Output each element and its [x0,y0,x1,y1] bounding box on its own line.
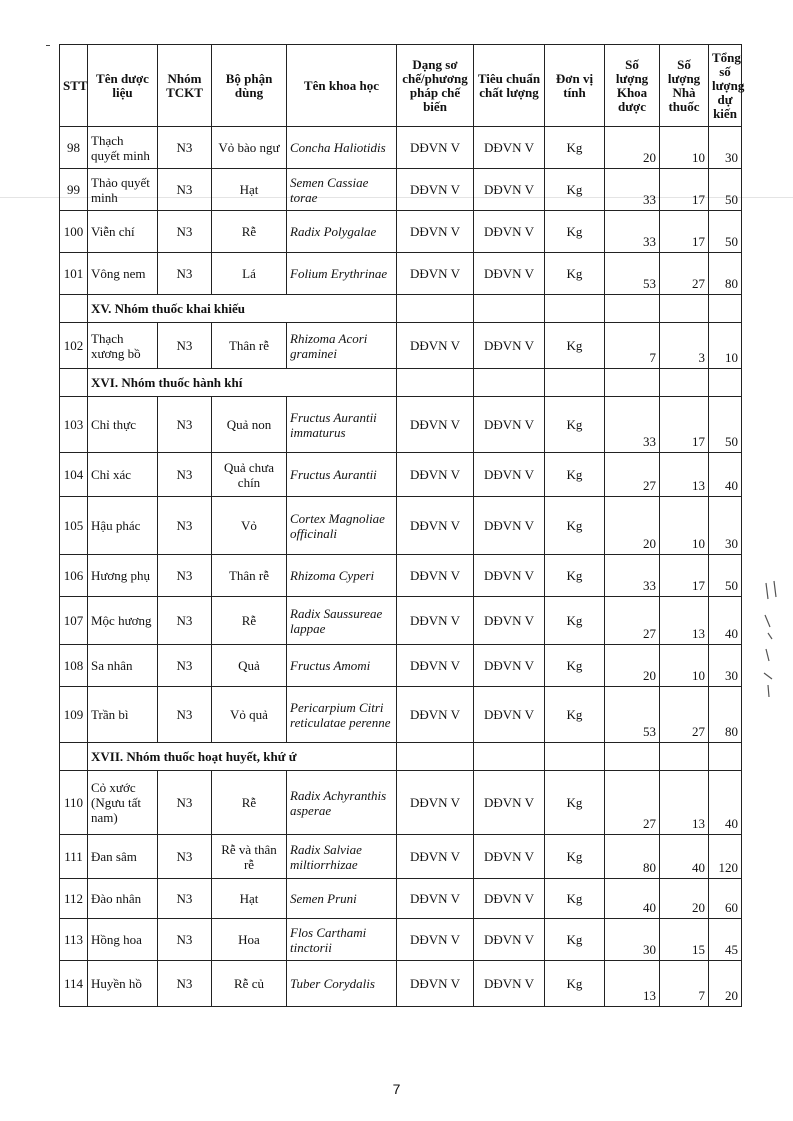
cell-unit: Kg [545,771,605,835]
cell-name: Viễn chí [88,211,158,253]
cell-group: N3 [158,555,212,597]
cell-part: Rễ và thân rễ [212,835,287,879]
table-row [60,645,742,687]
cell-nha: 10 [660,497,709,555]
table-row [60,127,742,169]
cell-std: DĐVN V [474,397,545,453]
page-number: 7 [392,1081,401,1097]
cell-part: Lá [212,253,287,295]
cell-form: DĐVN V [397,253,474,295]
cell-khoa: 80 [605,835,660,879]
cell-khoa: 27 [605,453,660,497]
cell-name: Đan sâm [88,835,158,879]
table-row [60,211,742,253]
cell-nha: 17 [660,211,709,253]
header-cell: Tiêu chuẩn chất lượng [474,45,545,127]
margin-pen-marks [760,575,790,715]
cell-unit: Kg [545,497,605,555]
section-empty-cell [545,743,605,771]
cell-group: N3 [158,835,212,879]
cell-stt: 98 [60,127,88,169]
cell-total: 80 [709,253,742,295]
section-empty-cell [660,295,709,323]
cell-std: DĐVN V [474,497,545,555]
cell-stt: 102 [60,323,88,369]
cell-unit: Kg [545,919,605,961]
cell-khoa: 27 [605,771,660,835]
cell-unit: Kg [545,127,605,169]
table-row [60,771,742,835]
cell-std: DĐVN V [474,323,545,369]
drug-table [59,44,745,1007]
cell-std: DĐVN V [474,169,545,211]
cell-total: 50 [709,211,742,253]
section-title: XV. Nhóm thuốc khai khiếu [88,295,397,323]
cell-total: 40 [709,771,742,835]
cell-sci: Fructus Aurantii immaturus [287,397,397,453]
cell-sci: Fructus Aurantii [287,453,397,497]
table-row [60,687,742,743]
cell-sci: Concha Haliotidis [287,127,397,169]
cell-total: 50 [709,169,742,211]
cell-part: Quả [212,645,287,687]
cell-name: Chỉ thực [88,397,158,453]
cell-group: N3 [158,961,212,1007]
cell-nha: 13 [660,597,709,645]
cell-part: Rễ [212,597,287,645]
cell-name: Thảo quyết minh [88,169,158,211]
header-cell: Tên dược liệu [88,45,158,127]
table-row [60,169,742,211]
cell-sci: Radix Salviae miltiorrhizae [287,835,397,879]
table-header-row [60,45,742,127]
cell-name: Thạch xương bồ [88,323,158,369]
cell-part: Hạt [212,879,287,919]
cell-nha: 20 [660,879,709,919]
cell-nha: 13 [660,453,709,497]
cell-unit: Kg [545,453,605,497]
header-cell: Dạng sơ chế/phương pháp chế biến [397,45,474,127]
cell-sci: Folium Erythrinae [287,253,397,295]
cell-unit: Kg [545,323,605,369]
cell-group: N3 [158,497,212,555]
table-row [60,397,742,453]
cell-total: 120 [709,835,742,879]
cell-std: DĐVN V [474,211,545,253]
cell-khoa: 13 [605,961,660,1007]
cell-total: 30 [709,497,742,555]
cell-group: N3 [158,645,212,687]
cell-form: DĐVN V [397,597,474,645]
cell-nha: 27 [660,253,709,295]
cell-khoa: 33 [605,555,660,597]
cell-total: 80 [709,687,742,743]
cell-stt: 108 [60,645,88,687]
cell-unit: Kg [545,253,605,295]
cell-std: DĐVN V [474,771,545,835]
cell-sci: Radix Saussureae lappae [287,597,397,645]
section-empty-cell [660,369,709,397]
cell-unit: Kg [545,687,605,743]
section-empty-cell [474,295,545,323]
section-empty-cell [709,743,742,771]
cell-group: N3 [158,397,212,453]
cell-group: N3 [158,687,212,743]
cell-khoa: 33 [605,169,660,211]
cell-sci: Pericarpium Citri reticulatae perenne [287,687,397,743]
cell-form: DĐVN V [397,961,474,1007]
cell-stt: 101 [60,253,88,295]
section-empty-cell [545,369,605,397]
cell-khoa: 53 [605,687,660,743]
cell-form: DĐVN V [397,127,474,169]
section-row [60,295,742,323]
section-empty-cell [474,369,545,397]
section-empty-cell [709,369,742,397]
cell-std: DĐVN V [474,453,545,497]
header-cell: Bộ phận dùng [212,45,287,127]
section-title: XVI. Nhóm thuốc hành khí [88,369,397,397]
cell-part: Hoa [212,919,287,961]
table-row [60,497,742,555]
cell-unit: Kg [545,961,605,1007]
header-cell: Số lượng Khoa dược [605,45,660,127]
cell-sci: Semen Cassiae torae [287,169,397,211]
cell-part: Thân rễ [212,323,287,369]
table-body [60,127,742,1007]
cell-sci: Semen Pruni [287,879,397,919]
cell-std: DĐVN V [474,555,545,597]
cell-nha: 27 [660,687,709,743]
cell-group: N3 [158,253,212,295]
cell-stt: 114 [60,961,88,1007]
cell-name: Trần bì [88,687,158,743]
table-row [60,253,742,295]
cell-khoa: 33 [605,397,660,453]
cell-nha: 15 [660,919,709,961]
cell-total: 40 [709,597,742,645]
cell-name: Hồng hoa [88,919,158,961]
cell-nha: 17 [660,555,709,597]
cell-std: DĐVN V [474,645,545,687]
cell-total: 50 [709,397,742,453]
cell-total: 10 [709,323,742,369]
section-empty-cell [397,369,474,397]
cell-stt: 113 [60,919,88,961]
cell-part: Rễ [212,771,287,835]
section-empty-cell [605,743,660,771]
cell-name: Huyền hồ [88,961,158,1007]
header-cell: Đơn vị tính [545,45,605,127]
cell-khoa: 20 [605,645,660,687]
header-cell: STT [60,45,88,127]
cell-form: DĐVN V [397,453,474,497]
cell-form: DĐVN V [397,211,474,253]
cell-stt: 110 [60,771,88,835]
cell-stt: 109 [60,687,88,743]
cell-stt: 104 [60,453,88,497]
section-stt-cell [60,743,88,771]
section-empty-cell [709,295,742,323]
margin-tick [46,45,50,46]
table-row [60,555,742,597]
cell-total: 20 [709,961,742,1007]
cell-total: 30 [709,127,742,169]
cell-std: DĐVN V [474,961,545,1007]
cell-total: 45 [709,919,742,961]
cell-std: DĐVN V [474,919,545,961]
cell-name: Hậu phác [88,497,158,555]
cell-khoa: 33 [605,211,660,253]
cell-nha: 13 [660,771,709,835]
cell-part: Vỏ [212,497,287,555]
cell-name: Mộc hương [88,597,158,645]
cell-nha: 3 [660,323,709,369]
cell-form: DĐVN V [397,879,474,919]
cell-std: DĐVN V [474,597,545,645]
cell-part: Thân rễ [212,555,287,597]
cell-unit: Kg [545,597,605,645]
cell-sci: Rhizoma Cyperi [287,555,397,597]
cell-sci: Radix Achyranthis asperae [287,771,397,835]
cell-total: 60 [709,879,742,919]
cell-form: DĐVN V [397,919,474,961]
cell-name: Hương phụ [88,555,158,597]
section-empty-cell [397,295,474,323]
cell-khoa: 53 [605,253,660,295]
table-row [60,597,742,645]
section-empty-cell [660,743,709,771]
cell-unit: Kg [545,645,605,687]
cell-group: N3 [158,919,212,961]
cell-group: N3 [158,597,212,645]
cell-group: N3 [158,169,212,211]
cell-stt: 100 [60,211,88,253]
cell-unit: Kg [545,555,605,597]
cell-std: DĐVN V [474,253,545,295]
cell-form: DĐVN V [397,687,474,743]
cell-nha: 17 [660,169,709,211]
cell-part: Rễ [212,211,287,253]
section-stt-cell [60,369,88,397]
cell-total: 50 [709,555,742,597]
cell-nha: 7 [660,961,709,1007]
table-row [60,879,742,919]
cell-stt: 111 [60,835,88,879]
cell-form: DĐVN V [397,771,474,835]
header-cell: Số lượng Nhà thuốc [660,45,709,127]
cell-name: Chỉ xác [88,453,158,497]
cell-stt: 112 [60,879,88,919]
cell-std: DĐVN V [474,879,545,919]
cell-unit: Kg [545,169,605,211]
cell-part: Quả non [212,397,287,453]
cell-name: Sa nhân [88,645,158,687]
cell-nha: 10 [660,127,709,169]
cell-std: DĐVN V [474,835,545,879]
cell-name: Đào nhân [88,879,158,919]
section-title: XVII. Nhóm thuốc hoạt huyết, khứ ứ [88,743,397,771]
table-row [60,323,742,369]
cell-khoa: 20 [605,127,660,169]
cell-stt: 105 [60,497,88,555]
cell-sci: Tuber Corydalis [287,961,397,1007]
cell-form: DĐVN V [397,397,474,453]
cell-unit: Kg [545,397,605,453]
cell-khoa: 40 [605,879,660,919]
cell-part: Vỏ quả [212,687,287,743]
cell-total: 40 [709,453,742,497]
section-empty-cell [605,295,660,323]
cell-nha: 17 [660,397,709,453]
cell-form: DĐVN V [397,645,474,687]
cell-group: N3 [158,127,212,169]
cell-form: DĐVN V [397,555,474,597]
cell-stt: 103 [60,397,88,453]
cell-part: Hạt [212,169,287,211]
cell-unit: Kg [545,835,605,879]
cell-part: Rễ củ [212,961,287,1007]
cell-khoa: 20 [605,497,660,555]
cell-total: 30 [709,645,742,687]
cell-std: DĐVN V [474,687,545,743]
cell-unit: Kg [545,879,605,919]
cell-name: Vông nem [88,253,158,295]
cell-khoa: 30 [605,919,660,961]
cell-form: DĐVN V [397,169,474,211]
table-row [60,919,742,961]
section-stt-cell [60,295,88,323]
cell-form: DĐVN V [397,835,474,879]
cell-form: DĐVN V [397,497,474,555]
cell-sci: Cortex Magnoliae officinali [287,497,397,555]
cell-form: DĐVN V [397,323,474,369]
cell-sci: Radix Polygalae [287,211,397,253]
header-cell: Tên khoa học [287,45,397,127]
cell-sci: Rhizoma Acori graminei [287,323,397,369]
section-row [60,369,742,397]
cell-name: Thạch quyết minh [88,127,158,169]
header-cell: Nhóm TCKT [158,45,212,127]
cell-nha: 10 [660,645,709,687]
section-row [60,743,742,771]
cell-group: N3 [158,453,212,497]
section-empty-cell [545,295,605,323]
cell-part: Vỏ bào ngư [212,127,287,169]
cell-khoa: 27 [605,597,660,645]
cell-group: N3 [158,771,212,835]
cell-sci: Fructus Amomi [287,645,397,687]
cell-std: DĐVN V [474,127,545,169]
section-empty-cell [397,743,474,771]
cell-part: Quả chưa chín [212,453,287,497]
cell-khoa: 7 [605,323,660,369]
table-row [60,453,742,497]
cell-stt: 99 [60,169,88,211]
cell-stt: 106 [60,555,88,597]
cell-group: N3 [158,323,212,369]
cell-stt: 107 [60,597,88,645]
cell-group: N3 [158,211,212,253]
cell-unit: Kg [545,211,605,253]
cell-group: N3 [158,879,212,919]
cell-nha: 40 [660,835,709,879]
section-empty-cell [474,743,545,771]
table-row [60,835,742,879]
header-cell: Tổng số lượng dự kiến [709,45,742,127]
cell-sci: Flos Carthami tinctorii [287,919,397,961]
cell-name: Cỏ xước (Ngưu tất nam) [88,771,158,835]
section-empty-cell [605,369,660,397]
table-row [60,961,742,1007]
